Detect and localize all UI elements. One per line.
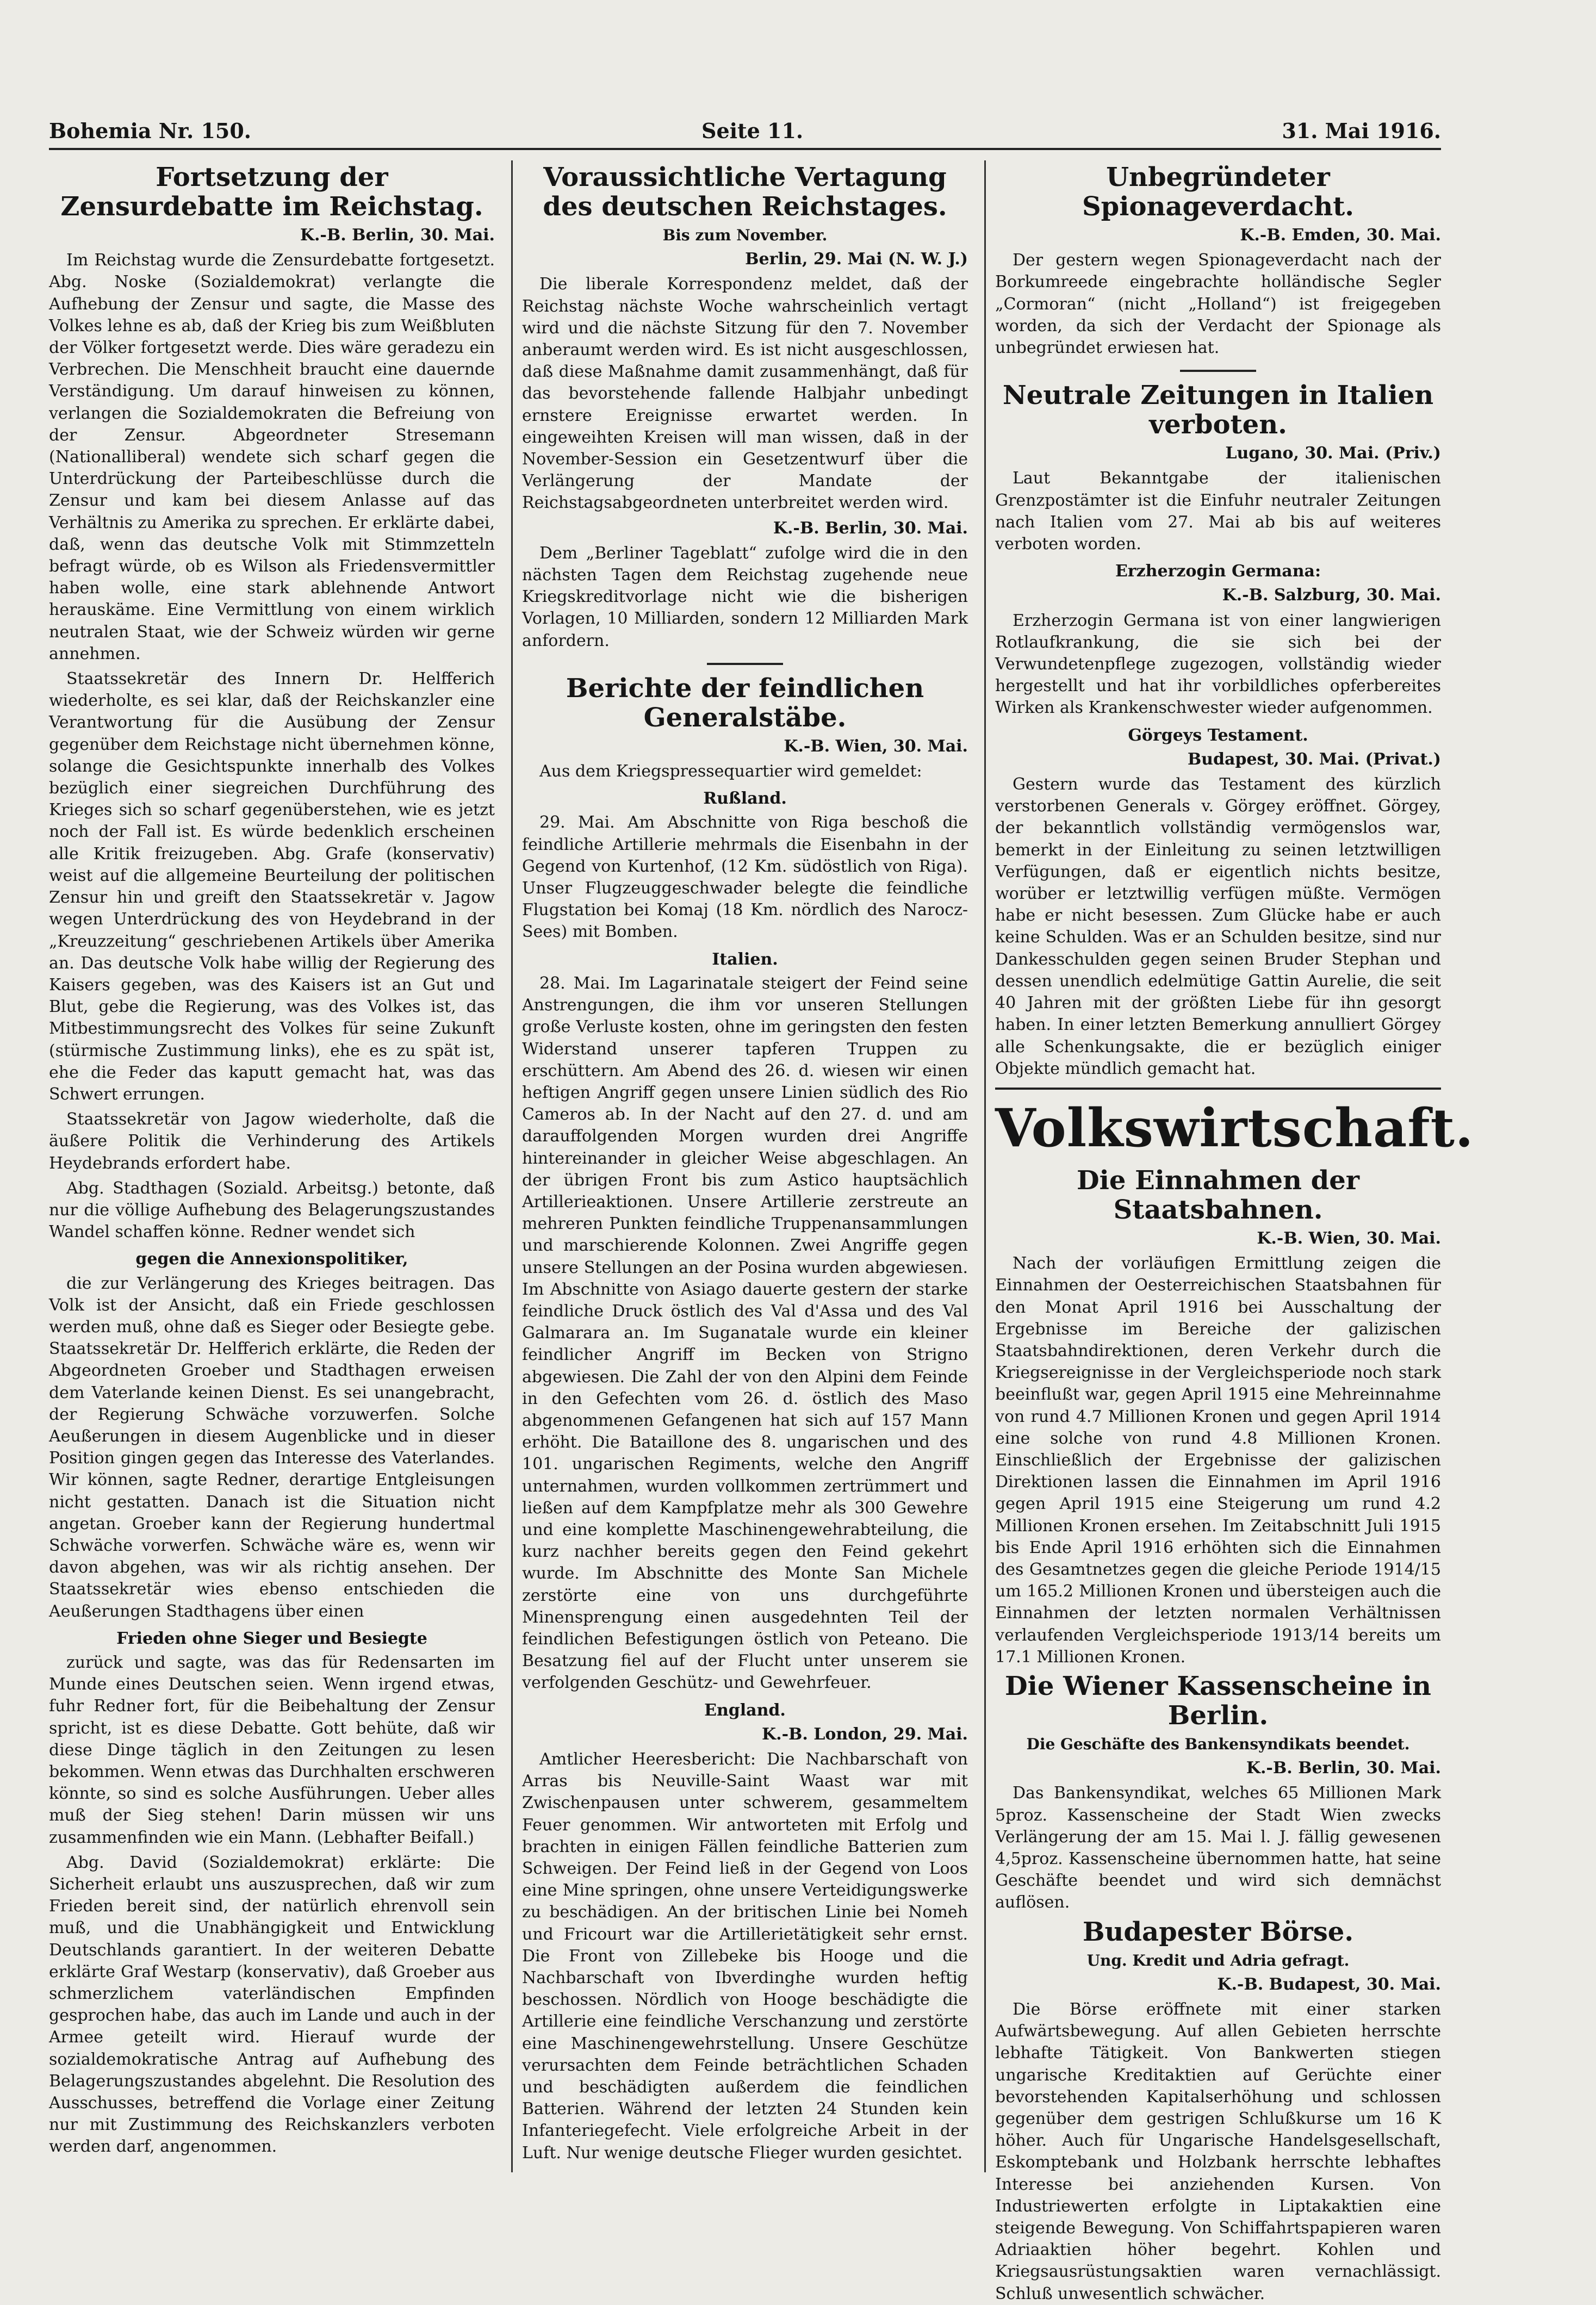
subheading: Görgeys Testament. xyxy=(1128,725,1308,745)
dateline: K.-B. Berlin, 30. Mai. xyxy=(300,226,495,245)
dateline: Budapest, 30. Mai. (Privat.) xyxy=(1187,749,1441,769)
paragraph: Amtlicher Heeresbericht: Die Nachbarschaft von Arras bis Neuville-Saint Waast war mit Zwischenpausen unter schwerem, gesammeltem Feuer genommen. Wir antworteten mit Erfolg und brachten in einigen Fällen feindliche Batterien zum Schweigen. Der Feind ließ in der Gegend von Loos eine Mine springen, ohne unsere Verteidigungswerke zu beschädigen. An der britischen Linie bei Nomeh und Fricourt war die Artillerietätigkeit sehr ernst. Die Front von Zillebeke bis Hooge und die Nachbarschaft von Ibverdinghe wurden heftig beschossen. Nördlich von Hooge beschädigte die Artillerie eine feindliche Verschanzung und zerstörte eine Maschinengewehrstellung. Unsere Geschütze verursachten dem Feinde beträchtlichen Schaden und beschädigten außerdem die feindlichen Batterien. Während der letzten 24 Stunden kein Infanteriegefecht. Viele erfolgreiche Arbeit in der Luft. Nur wenige deutsche Flieger wurden gesichtet. xyxy=(522,1750,968,2163)
masthead xyxy=(49,119,1441,151)
paragraph: Das Bankensyndikat, welches 65 Millionen Mark 5proz. Kassenscheine der Stadt Wien zwecks Verlängerung der am 15. Mai l. J. fällig gewesenen 4,5proz. Kassenscheine übernommen hatte, hat seine Geschäfte beendet und wird sich demnächst auflösen. xyxy=(995,1784,1441,1912)
column-divider xyxy=(984,160,986,2172)
paragraph: Die Börse eröffnete mit einer starken Aufwärtsbewegung. Auf allen Gebieten herrschte lebhafte Tätigkeit. Von Bankwerten stiegen ungarische Kreditaktien auf Gerüchte einer bevorstehenden Kapitalserhöhung und schlossen gegenüber dem gestrigen Schlußkurse um 16 K höher. Auch für Ungarische Handelsgesellschaft, Eskomptebank und Holzbank herrschte lebhaftes Interesse bei anziehenden Kursen. Von Industriewerten erfolgte in Liptakaktien eine steigende Bewegung. Von Schiffahrtspapieren waren Adriaaktien höher begehrt. Kohlen und Kriegsausrüstungsaktien waren vernachlässigt. Schluß unwesentlich schwächer. xyxy=(995,2000,1441,2303)
column-2 xyxy=(522,160,968,2172)
paragraph: 28. Mai. Im Lagarinatale steigert der Feind seine Anstrengungen, die ihm vor unseren Stellungen große Verluste kosten, ohne im geringsten den festen Widerstand unserer tapferen Truppen zu erschüttern. Am Abend des 26. d. wiesen wir einen heftigen Angriff gegen unsere Linien südlich des Rio Cameros ab. In der Nacht auf den 27. d. und am darauffolgenden Morgen wurden drei Angriffe hintereinander in gleicher Weise abgeschlagen. An der übrigen Front bis zum Astico hauptsächlich Artillerieaktionen. Unsere Artillerie zerstreute an mehreren Punkten feindliche Truppenansammlungen und marschierende Kolonnen. Zwei Angriffe gegen unsere Stellungen an der Posina wurden abgewiesen. Im Abschnitte von Asiago dauerte gestern der starke feindliche Druck östlich des Val d'Assa und des Val Galmarara an. Im Suganatale wurde ein kleiner feindlicher Angriff im Becken von Strigno abgewiesen. Die Zahl der von den Alpini dem Feinde in den Gefechten vom 26. d. östlich des Maso abgenommenen Gefangenen hat sich auf 157 Mann erhöht. Die Bataillone des 8. ungarischen und des 101. ungarischen Regiments, welche den Angriff unternahmen, wurden vollkommen zertrümmert und ließen auf dem Kampfplatze mehr als 300 Gewehre und eine komplette Maschinengewehrabteilung, die kurz nachher bereits gegen den Feind gekehrt wurde. Im Abschnitte des Monte San Michele zerstörte eine von uns durchgeführte Minensprengung einen ausgedehnten Teil der feindlichen Befestigungen östlich von Peteano. Die Besatzung fiel auf der Flucht unter unserem sie verfolgenden Geschütz- und Gewehrfeuer. xyxy=(522,973,968,1693)
subheading: Bis zum November. xyxy=(662,226,828,244)
paragraph: Laut Bekanntgabe der italienischen Grenzpostämter ist die Einfuhr neutraler Zeitungen nach Italien vom 27. Mai ab bis auf weiteres verboten worden. xyxy=(995,469,1441,554)
section-title: Volkswirtschaft. xyxy=(995,1097,1474,1159)
subheading: gegen die Annexionspolitiker, xyxy=(135,1250,408,1269)
paragraph: die zur Verlängerung des Krieges beitragen. Das Volk ist der Ansicht, daß ein Friede geschlossen werden muß, ohne daß es Sieger oder Besiegte gebe. Staatssekretär Dr. Helfferich erklärte, die Reden der Abgeordneten Groeber und Stadthagen erweisen dem Vaterlande keinen Dienst. Es sei unangebracht, der Regierung Schwäche vorzuwerfen. Solche Aeußerungen in diesem Augenblicke und in dieser Position gingen gegen das Interesse des Vaterlandes. Wir können, sagte Redner, derartige Entgleisungen nicht gestatten. Danach ist die Situation nicht angetan. Groeber kann der Regierung hundertmal Schwäche vorwerfen. Schwäche wäre es, wenn wir davon abgehen, was wir als richtig ansehen. Der Staatssekretär wies ebenso entschieden die Aeußerungen Stadthagens über einen xyxy=(49,1273,495,1621)
article-title: Fortsetzung der Zensurdebatte im Reichstag. xyxy=(60,162,483,222)
article-title: Unbegründeter Spionageverdacht. xyxy=(1082,162,1354,222)
dateline: Berlin, 29. Mai (N. W. J.) xyxy=(745,250,968,269)
paragraph: Nach der vorläufigen Ermittlung zeigen die Einnahmen der Oesterreichischen Staatsbahnen für den Monat April 1916 bei Ausschaltung der Ergebnisse im Bereiche der galizischen Staatsbahndirektionen, deren Verkehr durch die Kriegsereignisse in der Vergleichsperiode noch stark beeinflußt war, gegen April 1915 eine Mehreinnahme von rund 4.7 Millionen Kronen und gegen April 1914 eine solche von rund 4.8 Millionen Kronen. Einschließlich der Ergebnisse der galizischen Direktionen lassen die Einnahmen im April 1916 gegen April 1915 eine Steigerung um rund 4.2 Millionen Kronen ersehen. Im Zeitabschnitt Juli 1915 bis Ende April 1916 erhöhten sich die Einnahmen des Gesamtnetzes gegen die gleiche Periode 1914/15 um 165.2 Millionen Kronen und übersteigen auch die Einnahmen der letzten normalen Verhältnissen verlaufenden Vergleichsperiode 1913/14 bereits um 17.1 Millionen Kronen. xyxy=(995,1254,1441,1667)
dateline: K.-B. Emden, 30. Mai. xyxy=(1240,226,1441,245)
paragraph: Abg. David (Sozialdemokrat) erklärte: Die Sicherheit erlaubt uns auszusprechen, daß wir zum Frieden bereit sind, der natürlich ehrenvoll sein muß, und die Unabhängigkeit und Entwicklung Deutschlands garantiert. In der weiteren Debatte erklärte Graf Westarp (konservativ), daß Groeber aus schmerzlichem vaterländischen Empfinden gesprochen habe, das auch im Lande und auch in der Armee geteilt wird. Hierauf wurde der sozialdemokratische Antrag auf Aufhebung des Belagerungszustandes abgelehnt. Die Resolution des Ausschusses, betreffend die Vorlage einer Zeitung nur mit Zustimmung des Reichskanzlers verboten werden darf, angenommen. xyxy=(49,1853,495,2157)
article-title: Budapester Börse. xyxy=(1082,1916,1354,1947)
separator xyxy=(707,663,783,665)
dateline: K.-B. Berlin, 30. Mai. xyxy=(773,518,968,538)
paragraph: Dem „Berliner Tageblatt“ zufolge wird die in den nächsten Tagen dem Reichstag zugehende neue Kriegskreditvorlage nicht wie die bisherigen Vorlagen, 10 Milliarden, sondern 12 Milliarden Mark anfordern. xyxy=(522,543,968,650)
subheading: Ung. Kredit und Adria gefragt. xyxy=(1086,1951,1350,1969)
dateline: K.-B. Salzburg, 30. Mai. xyxy=(1222,586,1441,605)
column-3 xyxy=(995,160,1474,2303)
separator xyxy=(1180,370,1256,372)
dateline: K.-B. Wien, 30. Mai. xyxy=(784,736,968,756)
paragraph: zurück und sagte, was das für Redensarten im Munde eines Deutschen seien. Wenn irgend etwas, fuhr Redner fort, für die Beibehaltung der Zensur spricht, ist es diese Debatte. Gott behüte, daß wir diese Dinge täglich in den Zeitungen zu lesen bekommen. Wenn etwas das Durchhalten erschweren könnte, so sind es solche Ausführungen. Ueber alles muß der Sieg stehen! Darin müssen wir uns zusammenfinden wie ein Mann. (Lebhafter Beifall.) xyxy=(49,1653,495,1847)
paragraph: Aus dem Kriegspressequartier wird gemeldet: xyxy=(539,762,922,781)
column-1 xyxy=(49,160,495,2172)
paragraph: Im Reichstag wurde die Zensurdebatte fortgesetzt. Abg. Noske (Sozialdemokrat) verlangte die Aufhebung der Zensur und sagte, die Masse des Volkes lehne es ab, daß der Krieg bis zum Weißbluten der Völker fortgesetzt werde. Dies wäre geradezu ein Verbrechen. Die Menschheit braucht eine dauernde Verständigung. Um darauf hinweisen zu können, verlangen die Sozialdemokraten die Befreiung von der Zensur. Abgeordneter Stresemann (Nationalliberal) wendete sich scharf gegen die Unterdrückung der Parteibeschlüsse durch die Zensur und kam bei diesem Anlasse auf das Verhältnis zu Amerika zu sprechen. Er erklärte dabei, daß, wenn das deutsche Volk mit Stimmzetteln befragt würde, ob es Wilson als Friedensvermittler haben wolle, eine stark ablehnende Antwort herauskäme. Eine Vermittlung von einem wirklich neutralen Staat, wie der Schweiz würden wir gerne annehmen. xyxy=(49,251,495,663)
paragraph: Abg. Stadthagen (Soziald. Arbeitsg.) betonte, daß nur die völlige Aufhebung des Belagerungszustandes Wandel schaffen könne. Redner wendet sich xyxy=(49,1178,495,1242)
article-title: Neutrale Zeitungen in Italien verboten. xyxy=(1002,380,1434,440)
dateline: K.-B. Budapest, 30. Mai. xyxy=(1217,1974,1441,1994)
subheading: Erzherzogin Germana: xyxy=(1115,562,1321,581)
article-title: Die Einnahmen der Staatsbahnen. xyxy=(1076,1165,1360,1225)
header-rule xyxy=(49,148,1441,150)
subheading: England. xyxy=(704,1700,786,1720)
article-title: Die Wiener Kassenscheine in Berlin. xyxy=(1005,1670,1431,1731)
masthead-date: 31. Mai 1916. xyxy=(1282,119,1441,143)
article-title: Berichte der feindlichen Generalstäbe. xyxy=(566,673,924,733)
dateline: K.-B. London, 29. Mai. xyxy=(762,1724,968,1744)
paragraph: Gestern wurde das Testament des kürzlich verstorbenen Generals v. Görgey eröffnet. Görgey, der bekanntlich vollständig vermögenslos war, bemerkt in der Einleitung zu seinen letztwilligen Verfügungen, daß er eigentlich nichts besitze, worüber er letztwillig verfügen müßte. Vermögen habe er nicht besessen. Zum Glücke habe er auch keine Schulden. Was er an Schulden besitze, sind nur Dankesschulden gegen seinen Bruder Stephan und dessen unendlich edelmütige Gattin Aurelie, die seit 40 Jahren mit der größten Liebe für ihn gesorgt haben. In einer letzten Bemerkung annulliert Görgey alle Schenkungsakte, die er bezüglich einiger Objekte mündlich gemacht hat. xyxy=(995,775,1441,1078)
paragraph: Staatssekretär von Jagow wiederholte, daß die äußere Politik die Verhinderung des Artikels Heydebrands erfordert habe. xyxy=(49,1110,495,1173)
dateline: K.-B. Wien, 30. Mai. xyxy=(1257,1228,1441,1248)
paragraph: Die liberale Korrespondenz meldet, daß der Reichstag nächste Woche wahrscheinlich vertagt wird und die nächste Sitzung für den 7. November anberaumt werden wird. Es ist nicht ausgeschlossen, daß diese Maßnahme damit zusammenhängt, daß für das bevorstehende fallende Halbjahr unbedingt ernstere Ereignisse erwartet werden. In eingeweihten Kreisen will man wissen, daß in der November-Session ein Gesetzentwurf über die Verlängerung der Mandate der Reichstagsabgeordneten unterbreitet werden wird. xyxy=(522,275,968,513)
newspaper-page xyxy=(38,0,1474,2303)
paragraph: Der gestern wegen Spionageverdacht nach der Borkumreede eingebrachte holländische Segler „Cormoran“ (nicht „Holland“) ist freigegeben worden, da sich der Verdacht der Spionage als unbegründet erwiesen hat. xyxy=(995,251,1441,358)
subheading: Rußland. xyxy=(703,789,787,809)
subheading: Die Geschäfte des Bankensyndikats beendet. xyxy=(1026,1735,1410,1753)
masthead-page: Seite 11. xyxy=(701,119,804,143)
paragraph: 29. Mai. Am Abschnitte von Riga beschoß die feindliche Artillerie mehrmals die Eisenbahn in der Gegend von Kurtenhof, (12 Km. südöstlich von Riga). Unser Flugzeuggeschwader belegte die feindliche Flugstation bei Komaj (18 Km. nördlich des Narocz-Sees) mit Bomben. xyxy=(522,813,968,942)
column-divider xyxy=(511,160,513,2172)
masthead-issue: Bohemia Nr. 150. xyxy=(49,119,252,143)
dateline: Lugano, 30. Mai. (Priv.) xyxy=(1225,444,1441,463)
paragraph: Staatssekretär des Innern Dr. Helfferich wiederholte, es sei klar, daß der Reichskanzler eine Verantwortung für die Ausübung der Zensur gegenüber dem Reichstage nicht übernehmen könne, solange die Gesichtspunkte innerhalb des Volkes bezüglich einer siegreichen Durchführung des Krieges sich so scharf gegenüberstehen, wie es jetzt noch der Fall ist. Es würde bedenklich erscheinen alle Kritik freizugeben. Abg. Grafe (konservativ) weist auf die allgemeine Beurteilung der politischen Zensur hin und greift den Staatssekretär v. Jagow wegen Unterdrückung des von Heydebrand in der „Kreuzzeitung“ geschriebenen Artikels über Amerika an. Das deutsche Volk habe willig der Regierung des Kaisers gegeben, was des Kaisers ist an Gut und Blut, gebe die Regierung, was des Volkes ist, das Mitbestimmungsrecht des Volkes für seine Zukunft (stürmische Zustimmung links), ehe es zu spät ist, ehe die Feder das kaputt gemacht hat, was das Schwert errungen. xyxy=(49,669,495,1104)
article-title: Voraussichtliche Vertagung des deutschen Reichstages. xyxy=(543,162,947,222)
subheading: Italien. xyxy=(712,949,778,969)
section-rule xyxy=(995,1088,1441,1090)
dateline: K.-B. Berlin, 30. Mai. xyxy=(1246,1759,1441,1778)
subheading: Frieden ohne Sieger und Besiegte xyxy=(116,1629,427,1648)
paragraph: Erzherzogin Germana ist von einer langwierigen Rotlaufkrankung, die sie sich bei der Verwundetenpflege zugezogen, vollständig wieder hergestellt und hat ihr vorbildliches opferbereites Wirken als Krankenschwester wieder aufgenommen. xyxy=(995,611,1441,718)
